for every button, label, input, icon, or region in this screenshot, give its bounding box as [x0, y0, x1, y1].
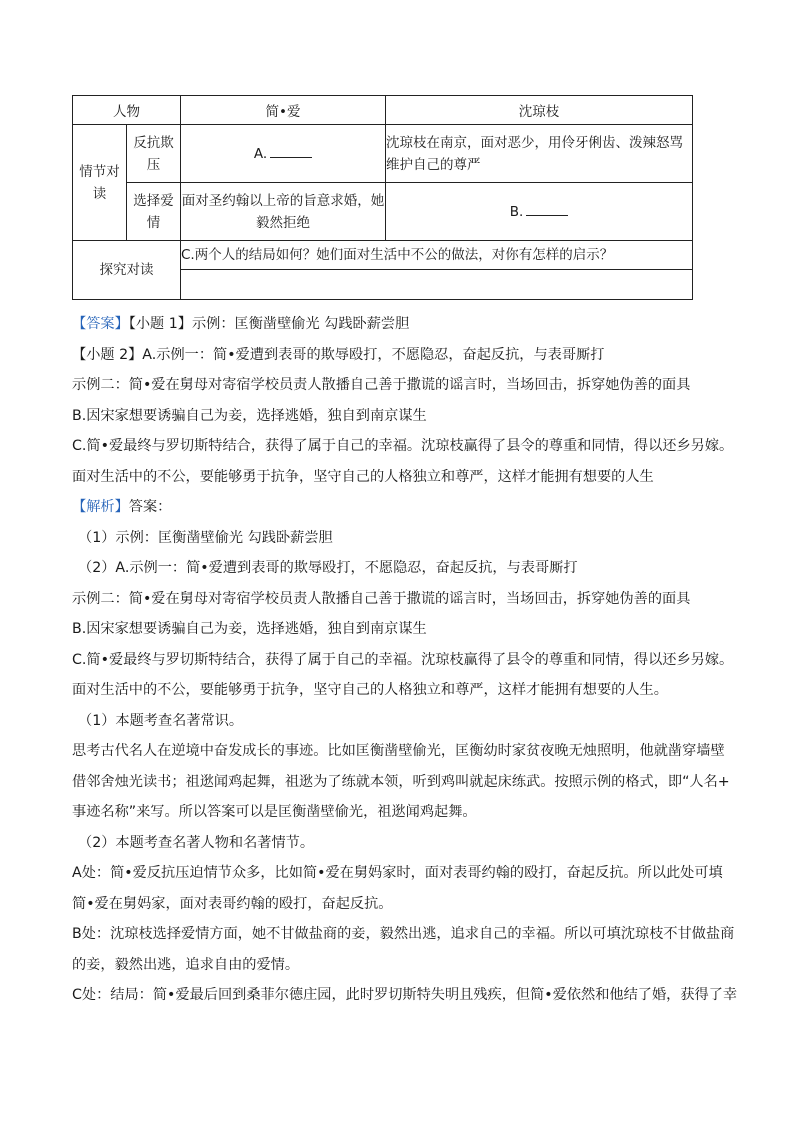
answer-explanation — [72, 309, 738, 1011]
text-line: C处：结局：简•爱最后回到桑菲尔德庄园，此时罗切斯特失明且残疾，但简•爱依然和他结了婚，获得了幸 — [72, 987, 738, 1003]
table-row — [73, 125, 693, 183]
comparison-table — [72, 95, 693, 300]
answer-tag: 【答案】 — [72, 316, 129, 332]
text-line: B.因宋家想要诱骗自己为妾，选择逃婚，独自到南京谋生 — [72, 407, 427, 424]
cell-explore-answer-blank — [181, 270, 693, 300]
text-line: 思考古代名人在逆境中奋发成长的事迹。比如匡衡凿壁偷光，匡衡幼时家贫夜晚无烛照明，他就凿穿墙壁 — [72, 743, 725, 759]
text-line: 【小题 2】A.示例一：简•爱遭到表哥的欺辱殴打，不愿隐忍，奋起反抗，与表哥厮打 — [72, 346, 605, 363]
text-line: 事迹名称”来写。所以答案可以是匡衡凿壁偷光，祖逖闻鸡起舞。 — [72, 804, 477, 820]
cell-jane-resist — [181, 125, 386, 183]
answer-blank-a-label: A. — [253, 146, 268, 162]
cell-shen-resist: 沈琼枝在南京，面对恶少，用伶牙俐齿、泼辣怒骂维护自己的尊严 — [386, 125, 693, 183]
text-line: 面对生活中的不公，要能够勇于抗争，坚守自己的人格独立和尊严，这样才能拥有想要的人生 — [72, 468, 654, 485]
text-line: （1）本题考查名著常识。 — [78, 712, 244, 729]
text-line: 面对生活中的不公，要能够勇于抗争，坚守自己的人格独立和尊严，这样才能拥有想要的人生。 — [72, 682, 668, 698]
line-text: 答案： — [128, 499, 172, 515]
text-line: 示例二：简•爱在舅母对寄宿学校员责人散播自己善于撒谎的谣言时，当场回击，拆穿她伪善的面具 — [72, 377, 691, 393]
text-line: （2）A.示例一：简•爱遭到表哥的欺辱殴打，不愿隐忍，奋起反抗，与表哥厮打 — [78, 560, 578, 576]
text-line: （1）示例：匡衡凿壁偷光 勾践卧薪尝胆 — [78, 529, 333, 546]
text-line: C.简•爱最终与罗切斯特结合，获得了属于自己的幸福。沈琼枝赢得了县令的尊重和同情，得以还乡另嫁。 — [72, 438, 734, 454]
cell-jane-love: 面对圣约翰以上帝的旨意求婚，她毅然拒绝 — [181, 183, 386, 241]
cell-explore-question: C.两个人的结局如何？她们面对生活中不公的做法，对你有怎样的启示？ — [181, 241, 693, 270]
answer-blank-b-label: B. — [509, 204, 524, 220]
answer-line — [72, 309, 732, 340]
text-line: 示例二：简•爱在舅母对寄宿学校员责人散播自己善于撒谎的谣言时，当场回击，拆穿她伪善的面具 — [72, 590, 691, 607]
header-person: 人物 — [73, 96, 181, 125]
group-label-plot: 情节对读 — [73, 125, 127, 241]
text-line: B.因宋家想要诱骗自己为妾，选择逃婚，独自到南京谋生 — [72, 621, 427, 637]
text-line: 借邻舍烛光读书；祖逖闻鸡起舞，祖逖为了练就本领，听到鸡叫就起床练武。按照示例的格式，即“人名+ — [72, 773, 730, 790]
text-line: C.简•爱最终与罗切斯特结合，获得了属于自己的幸福。沈琼枝赢得了县令的尊重和同情，得以还乡另嫁。 — [72, 651, 734, 668]
row-label-resist: 反抗欺压 — [127, 125, 181, 183]
table-row — [73, 183, 693, 241]
table-header-row — [73, 96, 693, 125]
text-line: B处：沈琼枝选择爱情方面，她不甘做盐商的妾，毅然出逃，追求自己的幸福。所以可填沈琼枝不甘做盐商 — [72, 926, 735, 942]
table-row — [73, 241, 693, 270]
analysis-tag: 【解析】 — [72, 499, 129, 515]
answer-blank-a — [270, 145, 312, 158]
header-shen-qiongzhi: 沈琼枝 — [386, 96, 693, 125]
header-jane-eyre: 简•爱 — [181, 96, 386, 125]
group-label-explore: 探究对读 — [73, 241, 181, 300]
answer-blank-b — [526, 203, 568, 216]
text-line: 简•爱在舅妈家，面对表哥约翰的殴打，奋起反抗。 — [72, 895, 393, 912]
text-line: （2）本题考查名著人物和名著情节。 — [78, 834, 315, 851]
text-line: 的妾，毅然出逃，追求自由的爱情。 — [72, 956, 300, 973]
analysis-line — [72, 492, 732, 523]
text-line: A处：简•爱反抗压迫情节众多，比如简•爱在舅妈家时，面对表哥约翰的殴打，奋起反抗。所以此处可填 — [72, 865, 723, 881]
line-text: 【小题 1】示例：匡衡凿壁偷光 勾践卧薪尝胆 — [128, 316, 410, 332]
row-label-love: 选择爱情 — [127, 183, 181, 241]
cell-shen-love — [386, 183, 693, 241]
